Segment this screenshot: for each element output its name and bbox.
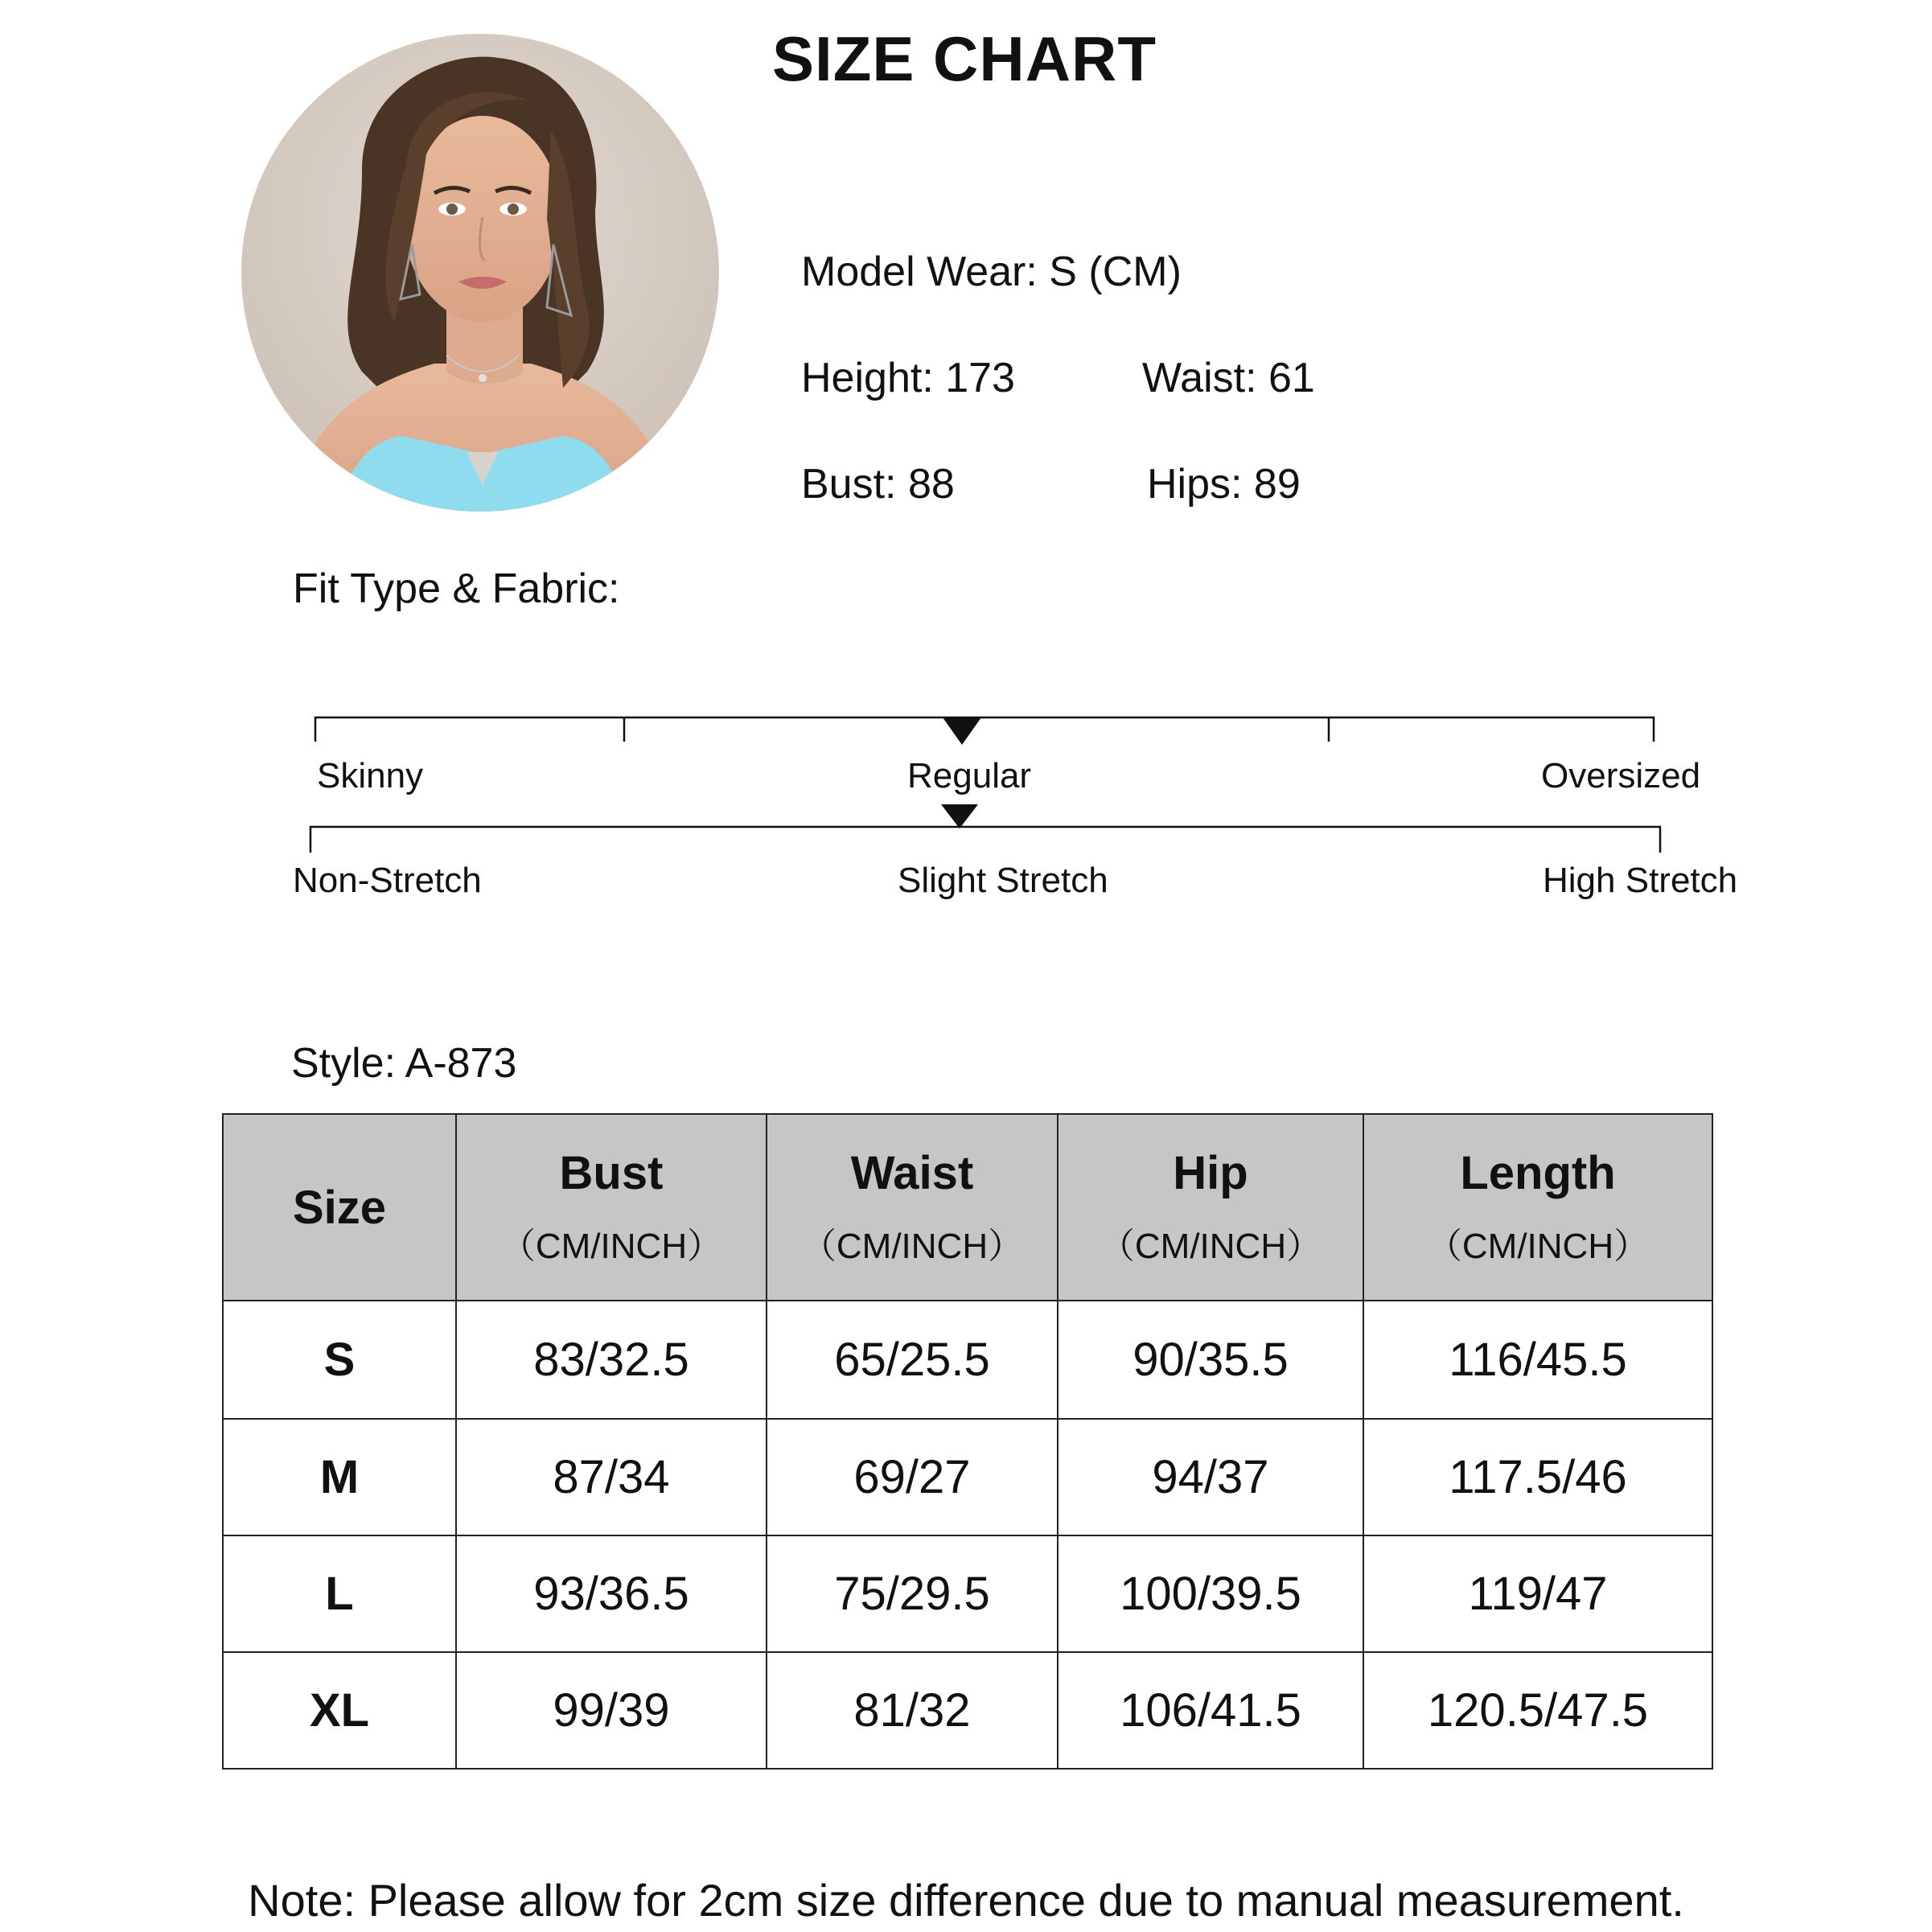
page-title: SIZE CHART [772, 23, 1157, 94]
bust-cell: 93/36.5 [456, 1535, 767, 1652]
bust-cell: 99/39 [456, 1652, 767, 1769]
hip-cell: 106/41.5 [1058, 1652, 1363, 1769]
hip-cell: 94/37 [1058, 1419, 1363, 1535]
table-header-row [223, 1114, 1712, 1301]
fit-scale-line [315, 717, 1654, 742]
size-cell: S [223, 1301, 456, 1419]
fit-section-label: Fit Type & Fabric: [293, 565, 620, 612]
model-hips: Hips: 89 [1147, 461, 1301, 508]
length-cell: 117.5/46 [1363, 1419, 1712, 1535]
waist-cell: 75/29.5 [767, 1535, 1058, 1652]
fit-label-oversized: Oversized [1541, 756, 1701, 795]
style-code: Style: A-873 [291, 1040, 517, 1087]
fit-label-regular: Regular [907, 756, 1032, 795]
size-cell: M [223, 1419, 456, 1535]
table-row [223, 1301, 1712, 1419]
model-wear-text: Model Wear: S (CM) [801, 249, 1182, 295]
header-hip: Hip （CM/INCH） [1058, 1114, 1363, 1301]
length-cell: 120.5/47.5 [1363, 1652, 1712, 1769]
model-waist: Waist: 61 [1142, 355, 1315, 401]
model-height: Height: 173 [801, 355, 1015, 401]
size-cell: XL [223, 1652, 456, 1769]
header-waist: Waist （CM/INCH） [767, 1114, 1058, 1301]
header-size: Size [223, 1114, 456, 1301]
header-length: Length （CM/INCH） [1363, 1114, 1712, 1301]
fit-label-skinny: Skinny [317, 756, 424, 795]
stretch-label-high: High Stretch [1543, 861, 1738, 900]
length-cell: 116/45.5 [1363, 1301, 1712, 1419]
length-cell: 119/47 [1363, 1535, 1712, 1652]
table-row [223, 1652, 1712, 1769]
header-bust: Bust （CM/INCH） [456, 1114, 767, 1301]
stretch-label-slight: Slight Stretch [898, 861, 1108, 900]
measurement-note: Note: Please allow for 2cm size difference due to manual measurement. [248, 1875, 1684, 1926]
size-table [222, 1113, 1713, 1770]
waist-cell: 65/25.5 [767, 1301, 1058, 1419]
table-row [223, 1535, 1712, 1652]
bust-cell: 83/32.5 [456, 1301, 767, 1419]
hip-cell: 100/39.5 [1058, 1535, 1363, 1652]
waist-cell: 81/32 [767, 1652, 1058, 1769]
stretch-marker-icon [941, 804, 978, 828]
bust-cell: 87/34 [456, 1419, 767, 1535]
stretch-scale-line [310, 827, 1660, 853]
stretch-label-non: Non-Stretch [293, 861, 482, 900]
model-bust: Bust: 88 [801, 461, 955, 508]
waist-cell: 69/27 [767, 1419, 1058, 1535]
size-cell: L [223, 1535, 456, 1652]
fit-marker-icon [943, 717, 981, 745]
table-row [223, 1419, 1712, 1535]
hip-cell: 90/35.5 [1058, 1301, 1363, 1419]
